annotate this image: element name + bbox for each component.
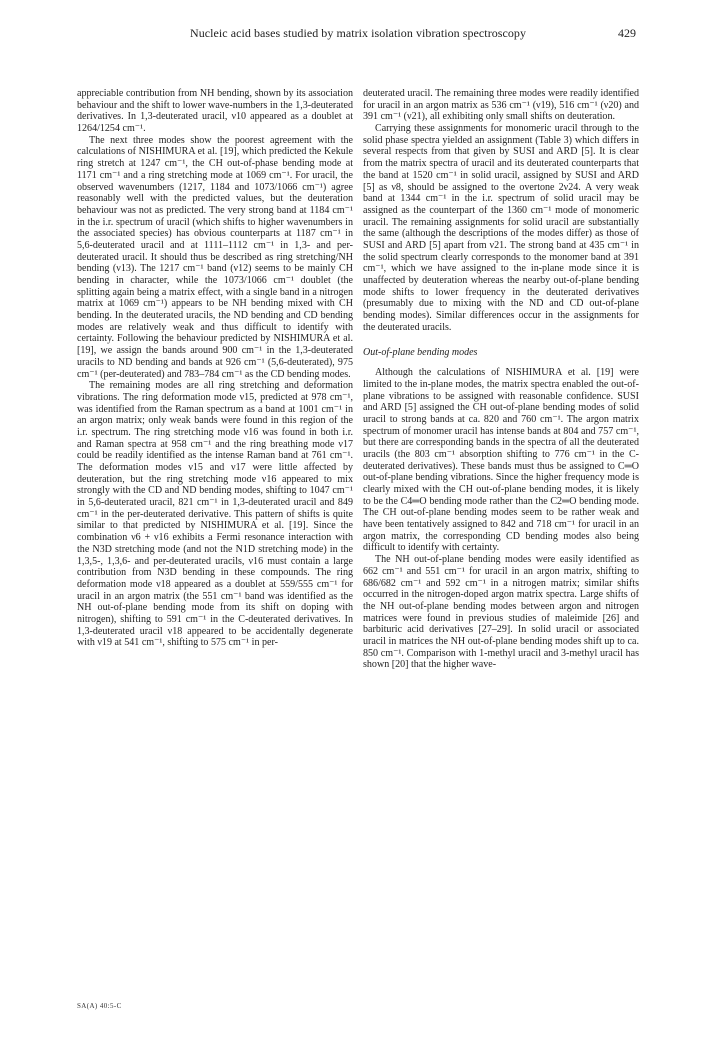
paragraph: Carrying these assignments for monomeric uracil through to the solid phase spectra yielded an assignment (Table 3) which differs in several respects from that given by SUSI and ARD [5]. It is clear from the matrix spectra of uracil and its deuterated counterparts that the band at 1520 cm⁻¹ in solid uracil, assigned by SUSI and ARD [5] as ν8, should be assigned to the overtone 2ν24. A very weak band at 1344 cm⁻¹ in the i.r. spectrum of solid uracil may be assigned as the counterpart of the 1360 cm⁻¹ mode of monomeric uracil. The remaining assignments for solid uracil are substantially the same (although the descriptions of the modes differ) as those of SUSI and ARD [5] apart from ν21. The strong band at 435 cm⁻¹ in the solid spectrum clearly corresponds to the monomer band at 391 cm⁻¹, which we have assigned to the in-plane mode since it is unaffected by deuteration whereas the nearby out-of-plane bending mode shifts to lower frequency in the deuterated derivatives (presumably due to mixing with the ND and CD out-of-plane bending modes). Similar differences occur in the assignments for the deuterated uracils. (363, 123, 639, 333)
section-heading: Out-of-plane bending modes (363, 347, 478, 359)
footer-code: SA(A) 40:5-C (77, 1002, 122, 1010)
paragraph: deuterated uracil. The remaining three modes were readily identified for uracil in an argon matrix as 536 cm⁻¹ (ν19), 516 cm⁻¹ (ν20) and 391 cm⁻¹ (ν21), all exhibiting only small shifts on deuteration. (363, 88, 639, 123)
page-number: 429 (618, 26, 636, 40)
left-column (77, 88, 353, 649)
right-column (363, 88, 639, 671)
running-title: Nucleic acid bases studied by matrix isolation vibration spectroscopy (190, 26, 527, 40)
paragraph: The remaining modes are all ring stretching and deformation vibrations. The ring deformation mode ν15, predicted at 978 cm⁻¹, was identified from the Raman spectrum as a band at 1001 cm⁻¹ in an argon matrix; only weak bands were found in this region of the i.r. spectrum. The ring stretching mode ν16 was found in both i.r. and Raman spectra at 958 cm⁻¹ and the ring breathing mode ν17 could be readily identified as the intense Raman band at 761 cm⁻¹. The deformation modes ν15 and ν17 were little affected by deuteration, but the ring stretching mode ν16 appeared to mix strongly with the CD and ND bending modes, shifting to 1047 cm⁻¹ in 5,6-deuterated uracil, 821 cm⁻¹ in 1,3-deuterated uracil and 849 cm⁻¹ in the per-deuterated derivative. This pattern of shifts is quite similar to that predicted by NISHIMURA et al. [19]. Since the combination ν6 + ν16 exhibits a Fermi resonance interaction with the N3D stretching mode (and not the N1D stretching mode) in the 1,3,5-, 1,3,6- and per-deuterated uracils, ν16 must contain a large contribution from N3D bending in these compounds. The ring deformation mode ν18 appeared as a doublet at 559/555 cm⁻¹ for uracil in an argon matrix (the 551 cm⁻¹ band was identified as the NH out-of-plane bending mode from its shift on doping with nitrogen), shifting to 591 cm⁻¹ in the C-deuterated derivatives. In 1,3-deuterated uracil ν18 appeared to be accidentally degenerate with ν19 at 541 cm⁻¹, shifting to 575 cm⁻¹ in per- (77, 380, 353, 649)
paragraph: Although the calculations of NISHIMURA et al. [19] were limited to the in-plane modes, the matrix spectra enabled the out-of-plane vibrations to be assigned with reasonable confidence. SUSI and ARD [5] assigned the CH out-of-plane bending modes of solid uracil to strong bands at ca. 820 and 760 cm⁻¹. The argon matrix spectrum of monomer uracil has intense bands at 804 and 757 cm⁻¹, but there are corresponding bands in the spectra of all the deuterated uracils (the 803 cm⁻¹ absorption shifting to 776 cm⁻¹ in the C-deuterated derivatives). These bands must thus be assigned to C═O out-of-plane bending vibrations. Since the higher frequency mode is clearly mixed with the CH out-of-plane bending modes, it is likely to be the C4═O bending mode rather than the C2═O bending mode. The CH out-of-plane bending modes seem to be rather weak and have been tentatively assigned to 842 and 718 cm⁻¹ for uracil in an argon matrix, the corresponding CD bending modes also being difficult to identify with certainty. (363, 367, 639, 554)
paragraph: appreciable contribution from NH bending, shown by its association behaviour and the shift to lower wave-numbers in the 1,3-deuterated derivatives. In 1,3-deuterated uracil, ν10 appeared as a doublet at 1264/1254 cm⁻¹. (77, 88, 353, 135)
running-head (0, 26, 720, 42)
paragraph: The next three modes show the poorest agreement with the calculations of NISHIMURA et al. [19], which predicted the Kekule ring stretch at 1247 cm⁻¹, the CH out-of-phase bending mode at 1171 cm⁻¹ and a ring stretching mode at 1069 cm⁻¹. For uracil, the observed wavenumbers (1217, 1184 and 1073/1066 cm⁻¹) agree reasonably well with the predicted values, but the deuteration behaviour was not as predicted. The very strong band at 1184 cm⁻¹ in the i.r. spectrum of uracil (which shifts to higher wavenumbers in the associated species) has obvious counterparts at 1187 cm⁻¹ in 5,6-deuterated uracil and at 1111–1112 cm⁻¹ in 1,3- and per-deuterated uracil. It should thus be described as ring stretching/NH bending (ν13). The 1217 cm⁻¹ band (ν12) seems to be mainly CH bending in character, while the 1073/1066 cm⁻¹ doublet (the splitting again being a matrix effect, with a single band in a nitrogen matrix at 1069 cm⁻¹) appears to be NH bending mixed with CH bending. In the deuterated uracils, the ND bending and CD bending modes are relatively weak and thus difficult to identify with certainty. Following the behaviour predicted by NISHIMURA et al. [19], we assign the bands around 900 cm⁻¹ in the 1,3-deuterated uracils to ND bending and bands at 926 cm⁻¹ (5,6-deuterated), 975 cm⁻¹ (per-deuterated) and 783–784 cm⁻¹ as the CD bending modes. (77, 134, 353, 380)
paragraph: The NH out-of-plane bending modes were easily identified as 662 cm⁻¹ and 551 cm⁻¹ for uracil in an argon matrix, shifting to 686/682 cm⁻¹ and 592 cm⁻¹ in a nitrogen matrix; similar shifts occurred in the nitrogen-doped argon matrix spectra. Large shifts of the NH out-of-plane bending modes between argon and nitrogen matrices were found in previous studies of maleimide [26] and barbituric acid derivatives [27–29]. In solid uracil or associated uracil in matrices the NH out-of-plane bending modes shift up to ca. 850 cm⁻¹. Comparison with 1-methyl uracil and 3-methyl uracil has shown [20] that the higher wave- (363, 554, 639, 671)
